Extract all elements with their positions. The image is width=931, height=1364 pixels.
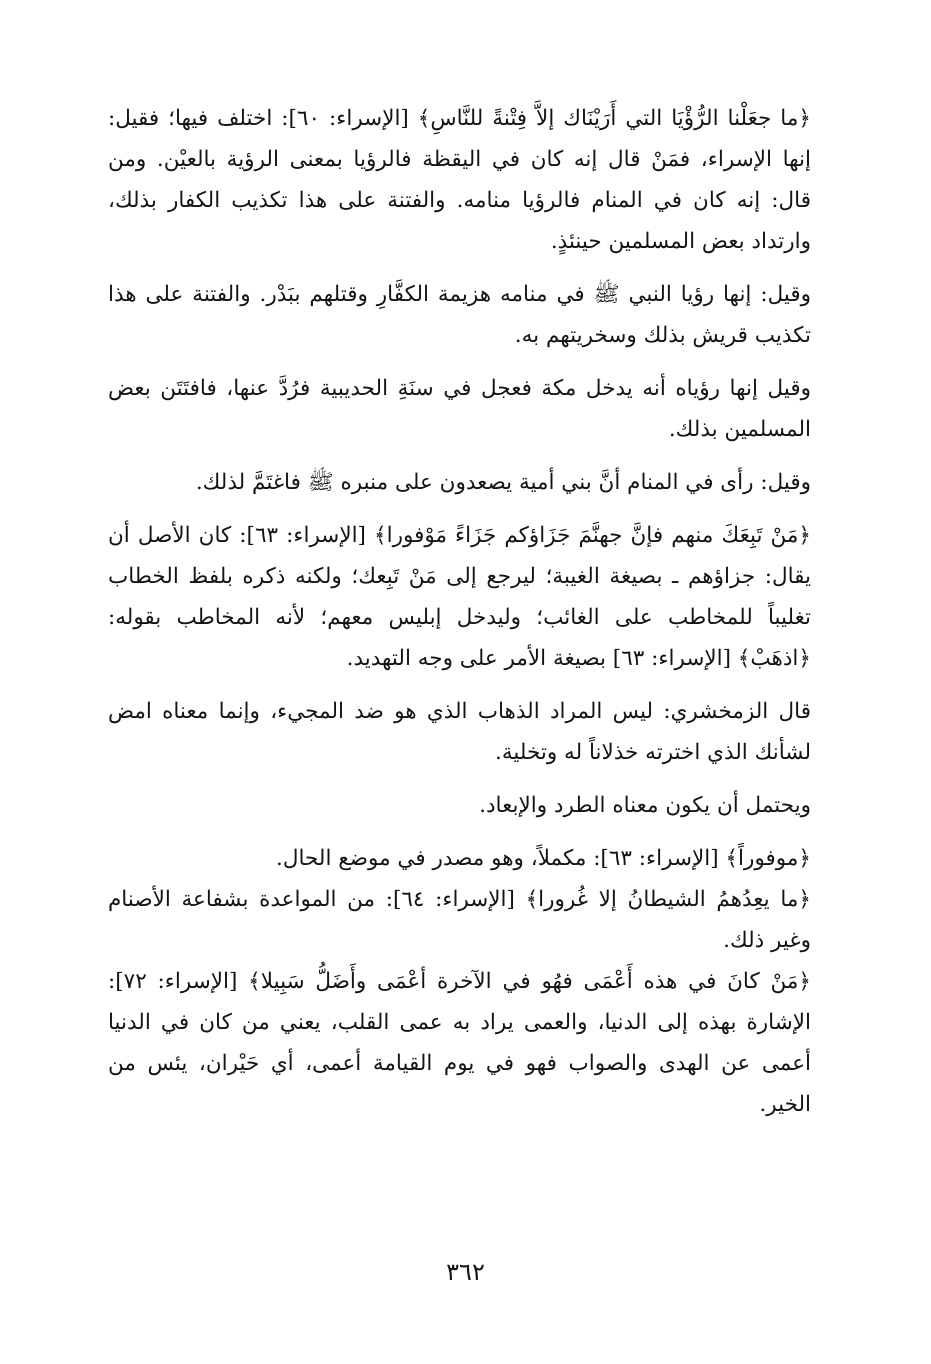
paragraph-isra-60: ﴿ما جعَلْنا الرُّؤْيَا التي أَرَيْنَاك إلاَّ فِتْنةً للنَّاسِ﴾ [الإسراء: ٦٠]: اختلف فيها؛ فقيل: إنها الإسراء، فمَنْ قال إنه كان في اليقظة فالرؤيا بمعنى الرؤية بالعيْن. ومن قال: إنه كان في المنام فالرؤيا منامه. والفتنة على هذا تكذيب الكفار بذلك، وارتداد بعض المسلمين حينئذٍ. — [108, 106, 811, 254]
paragraph-hudaybiyya: وقيل إنها رؤياه أنه يدخل مكة فعجل في سنَةِ الحديبية فرُدَّ عنها، فافتَتَن بعض المسلمين بذلك. — [108, 376, 811, 442]
paragraph-tard: ويحتمل أن يكون معناه الطرد والإبعاد. — [479, 793, 811, 818]
paragraph-umayya-minbar: وقيل: رأى في المنام أنَّ بني أمية يصعدون على منبره ﷺ فاغتَمَّ لذلك. — [195, 470, 811, 495]
page-number: ٣٦٢ — [446, 1258, 485, 1286]
paragraph-isra-63: ﴿مَنْ تَبِعَكَ منهم فإنَّ جهنَّمَ جَزَاؤكم جَزَاءً مَوْفورا﴾ [الإسراء: ٦٣]: كان الأصل أن يقال: جزاؤهم ـ بصيغة الغيبة؛ ليرجع إلى مَنْ تَبِعك؛ ولكنه ذكره بلفظ الخطاب تغليباً للمخاطب على الغائب؛ وليدخل إبليس معهم؛ لأنه المخاطب بقوله: ﴿اذهَبْ﴾ [الإسراء: ٦٣] بصيغة الأمر على وجه التهديد. — [108, 523, 811, 671]
paragraph-badr-vision: وقيل: إنها رؤيا النبي ﷺ في منامه هزيمة الكفَّارِ وقتلهم ببَدْر. والفتنة على هذا تكذيب قريش بذلك وسخريتهم به. — [108, 282, 811, 348]
paragraph-isra-72: ﴿مَنْ كانَ في هذه أَعْمَى فهُو في الآخرة أعْمَى وأَضَلُّ سَبِيلا﴾ [الإسراء: ٧٢]: الإشارة بهذه إلى الدنيا، والعمى يراد به عمى القلب، يعني من كان في الدنيا أعمى عن الهدى والصواب فهو في يوم القيامة أعمى، أي حَيْران، يئس من الخير. — [108, 969, 811, 1117]
paragraph-zamakhshari: قال الزمخشري: ليس المراد الذهاب الذي هو ضد المجيء، وإنما معناه امض لشأنك الذي اخترته خذلاناً له وتخلية. — [108, 699, 811, 765]
paragraph-isra-64: ﴿ما يعِدُهمُ الشيطانُ إلا غُرورا﴾ [الإسراء: ٦٤]: من المواعدة بشفاعة الأصنام وغير ذلك. — [108, 887, 811, 953]
paragraph-mawfura: ﴿موفوراً﴾ [الإسراء: ٦٣]: مكملاً، وهو مصدر في موضع الحال. — [276, 846, 811, 871]
page-body-text — [108, 98, 811, 1125]
